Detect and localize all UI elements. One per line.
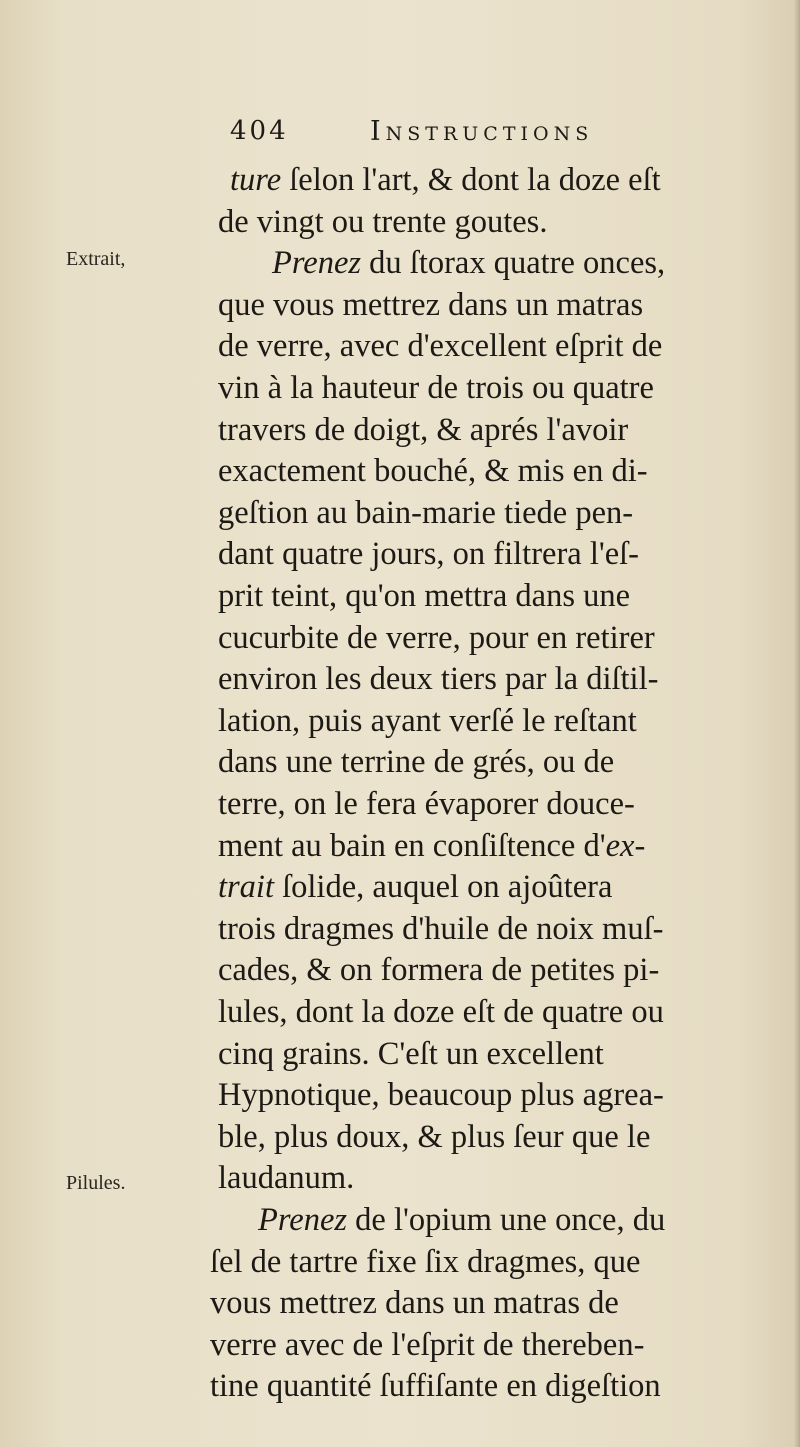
text-line-pre: dant quatre jours, on filtrera l'eſ- (218, 536, 639, 573)
text-line (218, 324, 662, 368)
text-line-pre: dans une terrine de grés, ou de (218, 744, 615, 781)
text-line (210, 1281, 619, 1325)
text-line-pre: exactement bouché, & mis en di- (218, 453, 648, 490)
text-line-pre: ble, plus doux, & plus ſeur que le (218, 1118, 651, 1155)
text-line-pre: vous mettrez dans un matras de (210, 1285, 619, 1322)
text-line (218, 1032, 604, 1076)
text-line (218, 740, 614, 784)
text-line (218, 491, 633, 535)
text-line-pre: que vous mettrez dans un matras (218, 286, 644, 323)
text-line (218, 948, 659, 992)
text-line (218, 657, 658, 701)
text-line (210, 1364, 661, 1408)
text-line-pre: ſel de tartre fixe ſix dragmes, que (210, 1243, 641, 1280)
page-header (230, 116, 700, 156)
text-line (218, 1156, 354, 1200)
text-line (218, 782, 635, 826)
text-line (218, 200, 547, 244)
text-line-it: ture (230, 162, 282, 198)
text-line (218, 1073, 664, 1117)
text-line-pre: tine quantité ſuffiſante en digeſtion (210, 1368, 661, 1405)
text-line-pre: vin à la hauteur de trois ou quatre (218, 370, 654, 406)
text-line-it: Prenez (258, 1202, 348, 1238)
text-line-pre: cucurbite de verre, pour en retirer (218, 619, 655, 656)
text-line (218, 824, 645, 868)
text-line (218, 907, 663, 951)
text-line (258, 1198, 665, 1242)
text-line (272, 241, 665, 285)
text-line-it: ex- (605, 827, 646, 864)
text-line (218, 990, 664, 1034)
text-line (218, 283, 643, 327)
text-line-pre: geſtion au bain-marie tiede pen- (218, 494, 634, 531)
running-title: Instructions (370, 116, 594, 147)
text-line (210, 1240, 640, 1284)
text-line-pre: ment au bain en conſiſtence d' (218, 827, 606, 864)
text-line-pre: travers de doigt, & aprés l'avoir (218, 411, 629, 448)
page-edge-shadow (794, 0, 800, 1447)
text-line-pre: de verre, avec d'excellent eſprit de (218, 328, 663, 365)
text-line-post: ſelon l'art, & dont la doze eſt (281, 162, 661, 198)
text-line (218, 865, 612, 909)
text-line (218, 532, 639, 576)
text-line (218, 366, 654, 410)
text-line (210, 1323, 644, 1367)
text-line-pre: prit teint, qu'on mettra dans une (218, 578, 631, 614)
text-line-pre: trois dragmes d'huile de noix muſ- (218, 910, 664, 947)
margin-note-extrait: Extrait, (66, 248, 126, 270)
text-line-pre: verre avec de l'eſprit de thereben- (210, 1326, 645, 1363)
text-line-pre: de vingt ou trente goutes. (218, 203, 548, 240)
margin-note-pilules: Pilules. (66, 1172, 126, 1194)
text-line-pre: lation, puis ayant verſé le reſtant (218, 702, 637, 739)
page-number: 404 (230, 116, 289, 146)
text-line (218, 1115, 650, 1159)
text-line (218, 408, 628, 452)
text-line-pre: cinq grains. C'eſt un excellent (218, 1035, 604, 1072)
text-line (218, 616, 655, 660)
text-line-pre: lules, dont la doze eſt de quatre ou (218, 994, 664, 1030)
text-line-post: de l'opium une once, du (347, 1202, 666, 1238)
text-line (230, 158, 661, 202)
text-line (218, 449, 648, 493)
text-line-pre: Hypnotique, beaucoup plus agrea- (218, 1077, 664, 1114)
text-line-pre: terre, on le fera évaporer douce- (218, 786, 635, 822)
text-line-post: du ſtorax quatre onces, (361, 245, 666, 282)
text-line-pre: cades, & on formera de petites pi- (218, 952, 660, 989)
text-line-it: trait (218, 869, 274, 906)
text-line (218, 699, 637, 743)
text-line-pre: environ les deux tiers par la diſtil- (218, 661, 659, 698)
text-line-post: ſolide, auquel on ajoûtera (274, 869, 613, 906)
text-line-pre: laudanum. (218, 1160, 355, 1197)
text-line-it: Prenez (272, 245, 362, 282)
text-line (218, 574, 630, 618)
